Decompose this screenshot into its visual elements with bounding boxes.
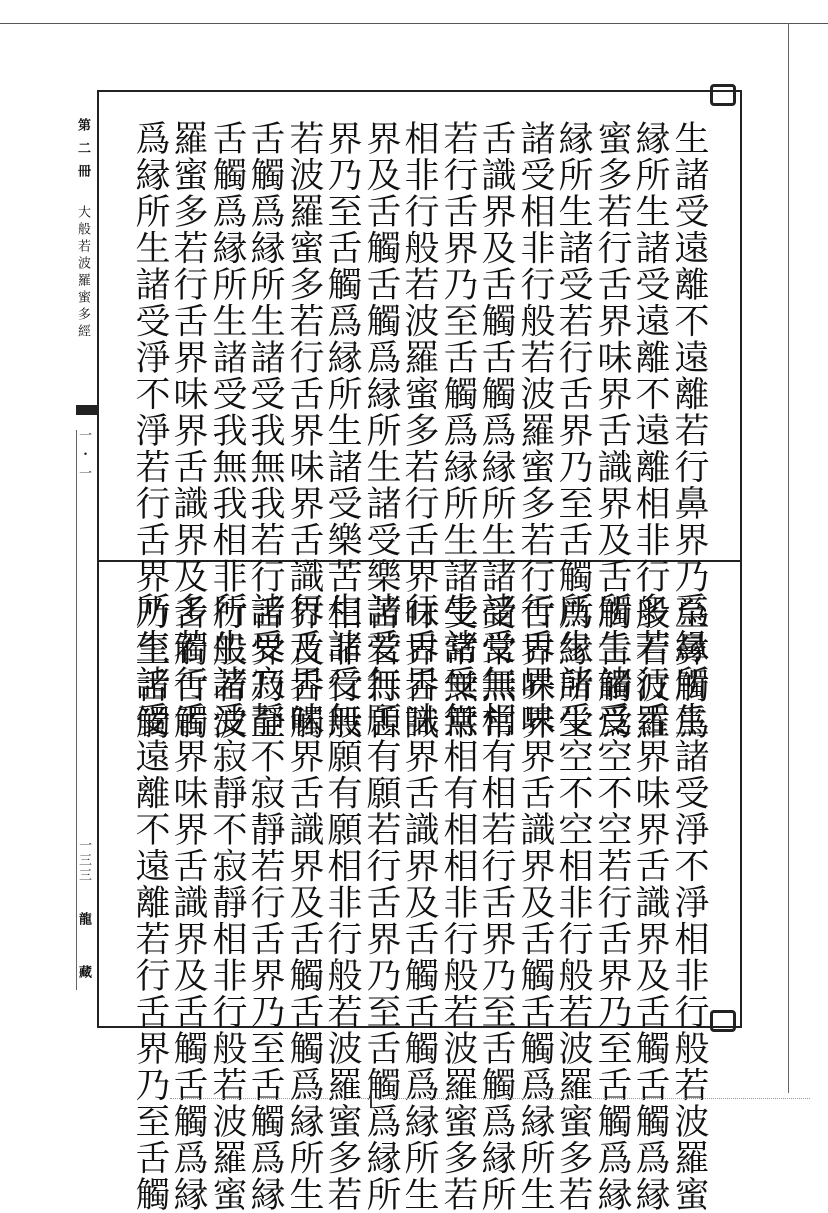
- corner-ornament-bottom-right: [710, 1010, 736, 1032]
- text-column: 羅蜜多若行舌界味界舌識界及舌觸舌觸: [168, 120, 208, 741]
- text-column: 行舌界味界舌識界及舌觸舌觸爲縁所生: [284, 592, 324, 1213]
- text-column: 生諸受無相有相相非行般若波羅蜜多若: [438, 592, 478, 1213]
- text-column: 多若行舌界味界舌識界及舌觸舌觸爲縁: [630, 592, 670, 1213]
- text-column: 蜜多若行舌界味界舌識界及舌觸舌觸爲: [592, 120, 632, 741]
- text-column: 所生諸受空不空若行舌界乃至舌觸爲縁: [592, 592, 632, 1213]
- text-column: 諸受寂靜不寂靜若行舌界乃至舌觸爲縁: [245, 592, 285, 1213]
- text-column: 諸受無願有願若行舌界乃至舌觸爲縁所: [361, 592, 401, 1213]
- volume-label: 第二冊: [75, 118, 90, 187]
- text-column: 縁所生諸受若行舌界乃至舌觸爲縁所生: [553, 120, 593, 741]
- text-column: 諸受無相有相若行舌界乃至舌觸爲縁所: [476, 592, 516, 1213]
- text-column: 行舌界味界舌識界及舌觸舌觸爲縁所生: [515, 592, 555, 1213]
- page-number: 一三三: [76, 838, 91, 883]
- text-column: 諸受相非行般若波羅蜜多若行舌界味界: [515, 120, 555, 741]
- section-marker: [76, 405, 98, 415]
- section-number: 一・一: [76, 428, 91, 485]
- text-column: 相非行般若波羅蜜多若行舌界味界舌識: [399, 120, 439, 741]
- bottom-scan-tick: [370, 1090, 372, 1108]
- text-column: 所生諸受寂靜不寂靜相非行般若波羅蜜: [207, 592, 247, 1213]
- text-column: 多若行舌界味界舌識界及舌觸舌觸爲縁: [168, 592, 208, 1213]
- text-column: 舌觸爲縁所生諸受我無我若行舌界乃至: [245, 120, 285, 741]
- text-column: 所生諸受空不空相非行般若波羅蜜多若: [553, 592, 593, 1213]
- text-column: 生諸受遠離不遠離若行鼻界乃至鼻觸爲: [669, 120, 709, 741]
- right-edge-line: [788, 23, 789, 1093]
- text-column: 爲縁所生諸受淨不淨相非行般若波羅蜜: [669, 592, 709, 1213]
- text-column: 舌識界及舌觸舌觸爲縁所生諸受常無常: [476, 120, 516, 741]
- corner-ornament-top-right: [710, 84, 736, 106]
- text-column: 爲縁所生諸受淨不淨若行舌界乃至舌觸: [130, 120, 170, 741]
- text-column: 所生諸受遠離不遠離若行舌界乃至舌觸: [130, 592, 170, 1213]
- edition-label: 龍藏: [76, 912, 91, 1018]
- text-column: 若波羅蜜多若行舌界味界舌識界及舌觸: [284, 120, 324, 741]
- bottom-scan-line: [170, 1098, 810, 1099]
- text-column: 行舌界味界舌識界及舌觸舌觸爲縁所生: [399, 592, 439, 1213]
- sutra-title: 大般若波羅蜜多經: [75, 205, 90, 341]
- text-column: 縁所生諸受遠離不遠離相非行般若波羅: [630, 120, 670, 741]
- text-column: 若行舌界乃至舌觸爲縁所生諸受常無常: [438, 120, 478, 741]
- left-margin-rule: [76, 430, 77, 990]
- text-column: 生諸受無願有願相非行般若波羅蜜多若: [322, 592, 362, 1213]
- text-column: 界乃至舌觸爲縁所生諸受樂苦相非行般: [322, 120, 362, 741]
- top-edge-line: [0, 23, 828, 24]
- text-column: 界及舌觸舌觸爲縁所生諸受樂苦若行舌: [361, 120, 401, 741]
- text-column: 舌觸爲縁所生諸受我無我相非行般若波: [207, 120, 247, 741]
